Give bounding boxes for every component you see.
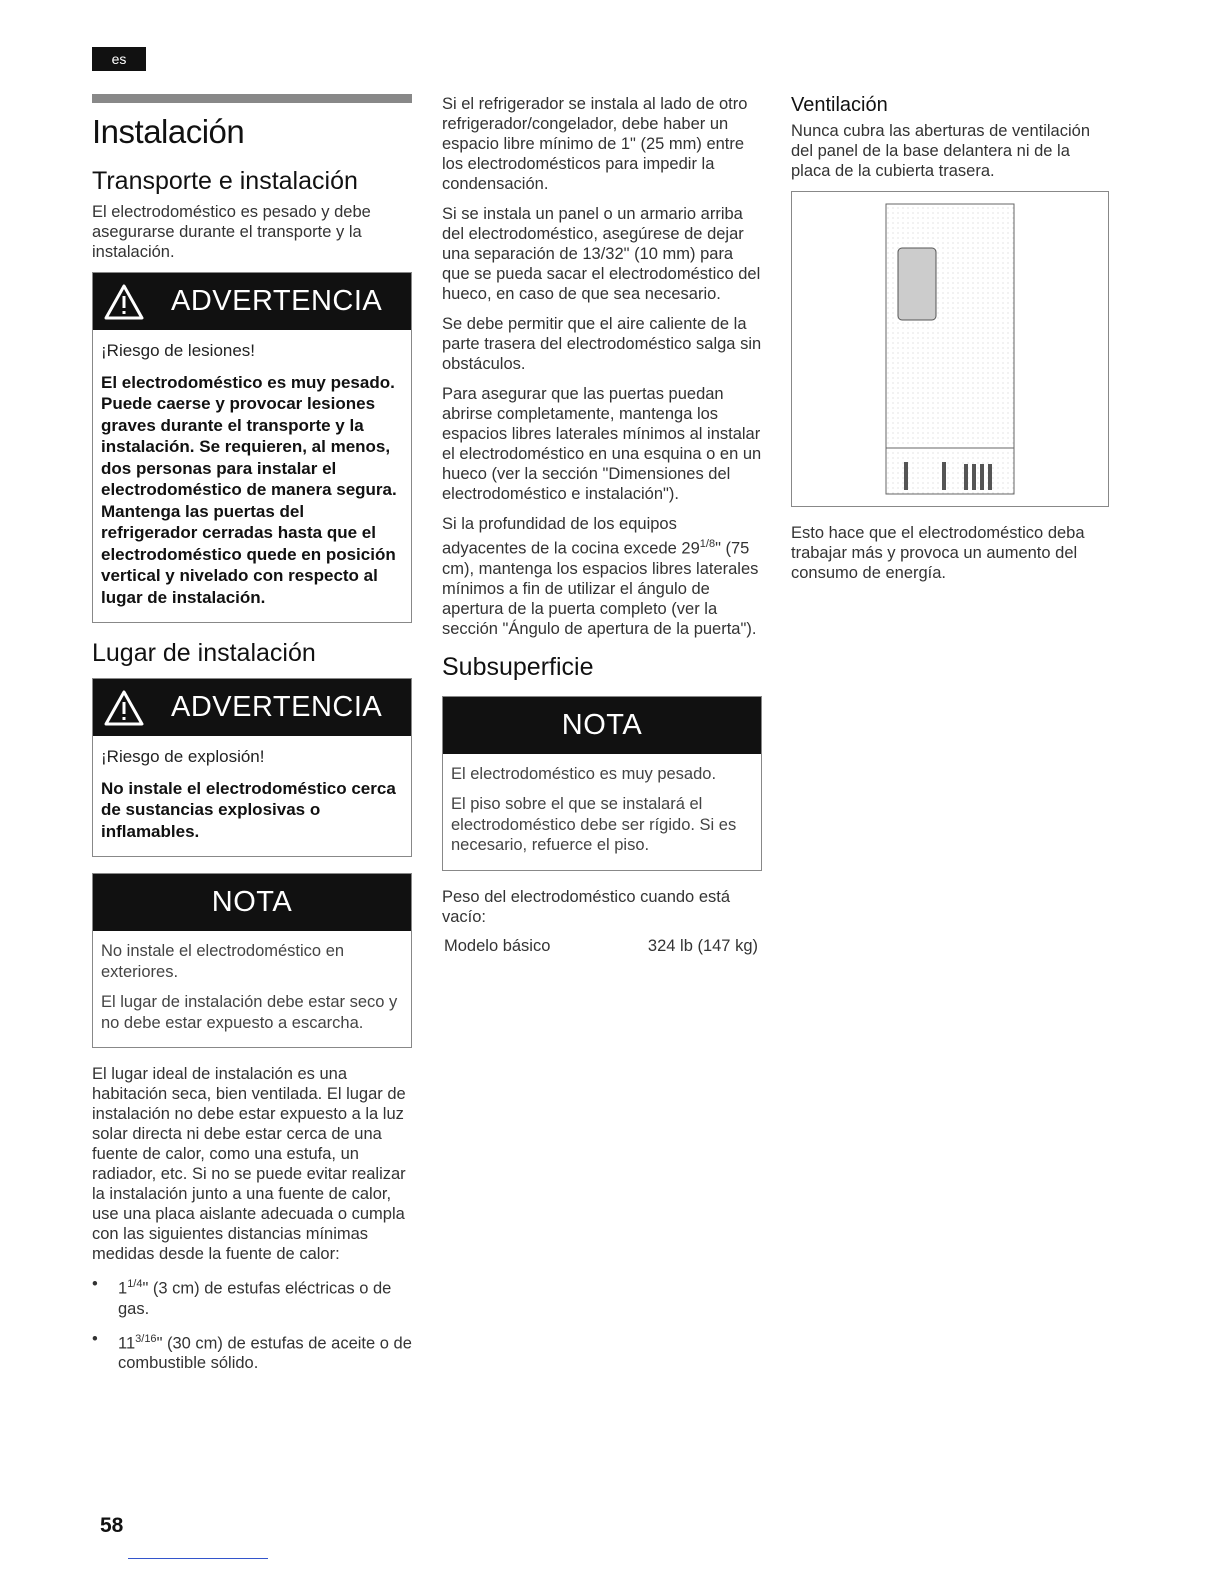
ventilation-text: Nunca cubra las aberturas de ventilación del panel de la base delantera ni de la placa de la cubierta trasera.: [791, 122, 1091, 180]
list-item: • $1^{1/4}$" (3 cm) de estufas eléctricas o de gas.: [92, 1274, 412, 1319]
warning-triangle-icon: [103, 283, 145, 321]
warning-header-label: ADVERTENCIA: [171, 285, 383, 317]
note-text: No instale el electrodoméstico en exteriores.: [101, 942, 345, 981]
page-title: Instalación: [92, 113, 245, 150]
weight-intro: Peso del electrodoméstico cuando está vacío:: [442, 887, 731, 926]
transport-heading: Transporte e instalación: [92, 167, 358, 195]
refrigerator-illustration: [791, 191, 1109, 507]
warning-lead: ¡Riesgo de explosión!: [101, 747, 265, 766]
weight-row: [442, 937, 762, 956]
ideal-location-text: El lugar ideal de instalación es una habitación seca, bien ventilada. El lugar de instalación no debe estar expuesto a la luz solar directa ni debe estar cerca de una fuente de calor, como una estufa, un radiador, etc. Si no se puede evitar realizar la instalación junto a una fuente de calor, use una placa aislante adecuada o cumpla con las siguientes distancias mínimas medidas desde la fuente de calor:: [92, 1065, 406, 1263]
column-1: [92, 94, 412, 1383]
note-header: NOTA: [93, 874, 411, 931]
warning-header: [93, 273, 411, 330]
warning-box-explosion: [92, 678, 412, 857]
transport-text: El electrodoméstico es pesado y debe asegurarse durante el transporte y la instalación.: [92, 203, 371, 261]
warning-text: El electrodoméstico es muy pesado. Puede caerse y provocar lesiones graves durante el transporte y la instalación. Se requieren, al menos, dos personas para instalar el electrodoméstico de manera segura. Mantenga las puertas del refrigerador cerradas hasta que el electrodoméstico quede en posición vertical y nivelado con respecto al lugar de instalación.: [101, 372, 397, 607]
warning-header-label: ADVERTENCIA: [171, 691, 383, 723]
list-item: • $11^{3/16}$" (30 cm) de estufas de aceite o de combustible sólido.: [92, 1329, 412, 1374]
paragraph: Para asegurar que las puertas puedan abrirse completamente, mantenga los espacios libres laterales mínimos al instalar el electrodoméstico en una esquina o en un hueco (ver la sección "Dimensiones del electrodoméstico e instalación").: [442, 385, 762, 503]
paragraph: Si se instala un panel o un armario arriba del electrodoméstico, asegúrese de dejar una separación de 13/32" (10 mm) para que se pueda sacar el electrodoméstico del hueco, en caso de que sea necesario.: [442, 205, 761, 303]
footer-line: [128, 1558, 268, 1559]
warning-lead: ¡Riesgo de lesiones!: [101, 341, 256, 360]
subsurface-heading: Subsuperficie: [442, 652, 594, 681]
warning-text: No instale el electrodoméstico cerca de sustancias explosivas o inflamables.: [101, 778, 396, 841]
refrigerator-drawing: [792, 192, 1108, 506]
weight-value: 324 lb (147 kg): [647, 936, 758, 955]
weight-label: Modelo básico: [444, 936, 551, 955]
warning-box-injury: [92, 272, 412, 623]
ventilation-consequence-text: Esto hace que el electrodoméstico deba trabajar más y provoca un aumento del consumo de energía.: [791, 524, 1085, 582]
paragraph: Si el refrigerador se instala al lado de otro refrigerador/congelador, debe haber un espacio libre mínimo de 1" (25 mm) entre los electrodomésticos para impedir la condensación.: [442, 95, 748, 193]
language-tag: es: [92, 47, 146, 71]
section-rule: [92, 94, 412, 103]
note-header: NOTA: [443, 697, 761, 754]
note-box-floor: [442, 696, 762, 871]
column-2: [442, 94, 762, 956]
location-heading: Lugar de instalación: [92, 639, 316, 667]
column-3: [791, 94, 1109, 593]
note-box-location: [92, 873, 412, 1048]
ventilation-heading: Ventilación: [791, 94, 888, 116]
warning-triangle-icon: [103, 689, 145, 727]
note-text: El lugar de instalación debe estar seco y no debe estar expuesto a escarcha.: [101, 993, 398, 1032]
note-text: El piso sobre el que se instalará el electrodoméstico debe ser rígido. Si es necesario, refuerce el piso.: [451, 795, 737, 854]
paragraph: Se debe permitir que el aire caliente de la parte trasera del electrodoméstico salga sin obstáculos.: [442, 315, 762, 373]
warning-header: [93, 679, 411, 736]
page-number: 58: [100, 1514, 124, 1537]
note-text: El electrodoméstico es muy pesado.: [451, 764, 717, 783]
paragraph: Si la profundidad de los equipos adyacentes de la cocina excede $29^{1/8}$" (75 cm), mantenga los espacios libres laterales mínimos a fin de utilizar el ángulo de apertura de la puerta completo (ver la sección "Ángulo de apertura de la puerta").: [442, 515, 759, 638]
distance-list: [92, 1274, 412, 1373]
